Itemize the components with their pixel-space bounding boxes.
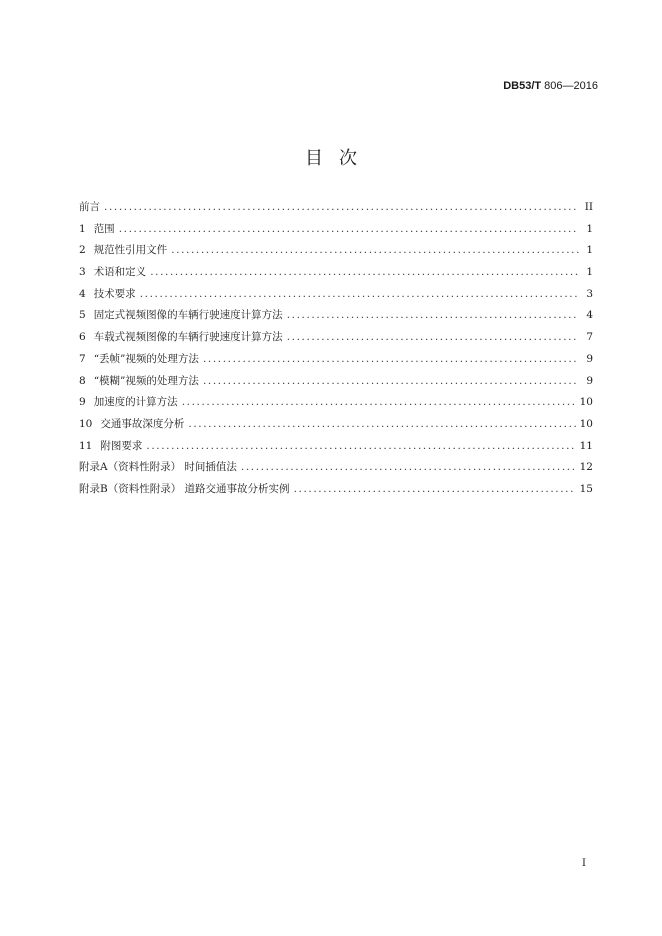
toc-leader-dots xyxy=(203,373,579,389)
toc-entry-10[interactable] xyxy=(79,416,593,438)
toc-section-number: 5 xyxy=(79,309,86,322)
toc-leader-dots xyxy=(171,242,579,258)
toc-entry-text: 附录B（资料性附录） 道路交通事故分析实例 xyxy=(79,482,290,495)
toc-entry-8[interactable] xyxy=(79,373,593,395)
toc-section-number: 6 xyxy=(79,331,86,344)
toc-entry-1[interactable] xyxy=(79,221,593,243)
toc-entry-text: “模糊”视频的处理方法 xyxy=(93,374,199,387)
toc-entry-2[interactable] xyxy=(79,242,593,264)
toc-entry-text: 范围 xyxy=(93,222,115,235)
toc-leader-dots xyxy=(241,459,576,475)
standard-code xyxy=(503,80,598,92)
toc-leader-dots xyxy=(104,199,579,215)
toc-section-number: 2 xyxy=(79,244,86,257)
toc-entry-text: 前言 xyxy=(79,201,100,213)
toc-section-number: 3 xyxy=(79,266,86,279)
toc-section-number: 7 xyxy=(79,352,86,365)
toc-section-number: 1 xyxy=(79,222,86,235)
toc-leader-dots xyxy=(146,438,575,454)
toc-entry-foreword[interactable] xyxy=(79,199,593,221)
toc-section-number: 10 xyxy=(79,417,93,430)
toc-entry-text: 交通事故深度分析 xyxy=(100,417,185,430)
toc-leader-dots xyxy=(182,394,576,410)
toc-page-number: 3 xyxy=(586,287,593,300)
standard-code-number: 806—2016 xyxy=(541,80,598,92)
page-title: 目次 xyxy=(305,148,373,169)
table-of-contents xyxy=(79,199,593,503)
footer-page-number: I xyxy=(582,858,586,869)
toc-page-number: 9 xyxy=(586,352,593,365)
toc-entry-9[interactable] xyxy=(79,394,593,416)
toc-entry-text: 附图要求 xyxy=(100,439,143,452)
toc-section-number: 8 xyxy=(79,374,86,387)
toc-page-number: 1 xyxy=(586,244,593,257)
toc-entry-text: 车载式视频图像的车辆行驶速度计算方法 xyxy=(93,331,283,344)
toc-entry-text: 规范性引用文件 xyxy=(93,244,168,257)
toc-leader-dots xyxy=(150,264,579,280)
toc-page-number: 1 xyxy=(586,266,593,279)
toc-entry-text: 技术要求 xyxy=(93,287,136,300)
toc-leader-dots xyxy=(287,307,579,323)
toc-section-number: 9 xyxy=(79,396,86,409)
toc-page-number: 10 xyxy=(579,396,593,409)
toc-section-number: 11 xyxy=(79,439,93,452)
toc-leader-dots xyxy=(140,286,579,302)
toc-entry-6[interactable] xyxy=(79,329,593,351)
toc-leader-dots xyxy=(294,481,576,497)
toc-page-number: 9 xyxy=(586,374,593,387)
toc-entry-5[interactable] xyxy=(79,307,593,329)
toc-entry-appendix-a[interactable] xyxy=(79,459,593,481)
toc-page-number: 15 xyxy=(579,482,593,495)
toc-leader-dots xyxy=(188,416,575,432)
toc-entry-7[interactable] xyxy=(79,351,593,373)
toc-page-number: 11 xyxy=(579,439,593,452)
toc-page-number: II xyxy=(584,201,593,213)
toc-entry-4[interactable] xyxy=(79,286,593,308)
toc-page-number: 7 xyxy=(586,331,593,344)
toc-entry-text: 固定式视频图像的车辆行驶速度计算方法 xyxy=(93,309,283,322)
standard-code-prefix: DB53/T xyxy=(503,80,542,92)
toc-leader-dots xyxy=(119,221,579,237)
toc-entry-appendix-b[interactable] xyxy=(79,481,593,503)
toc-page-number: 12 xyxy=(579,461,593,474)
toc-leader-dots xyxy=(287,329,579,345)
toc-page-number: 4 xyxy=(586,309,593,322)
toc-entry-text: “丢帧”视频的处理方法 xyxy=(93,352,199,365)
toc-section-number: 4 xyxy=(79,287,86,300)
toc-entry-text: 术语和定义 xyxy=(93,266,147,279)
toc-entry-3[interactable] xyxy=(79,264,593,286)
toc-entry-11[interactable] xyxy=(79,438,593,460)
toc-page-number: 10 xyxy=(579,417,593,430)
toc-entry-text: 附录A（资料性附录） 时间插值法 xyxy=(79,461,237,474)
toc-leader-dots xyxy=(203,351,579,367)
toc-entry-text: 加速度的计算方法 xyxy=(93,396,178,409)
toc-page-number: 1 xyxy=(586,222,593,235)
